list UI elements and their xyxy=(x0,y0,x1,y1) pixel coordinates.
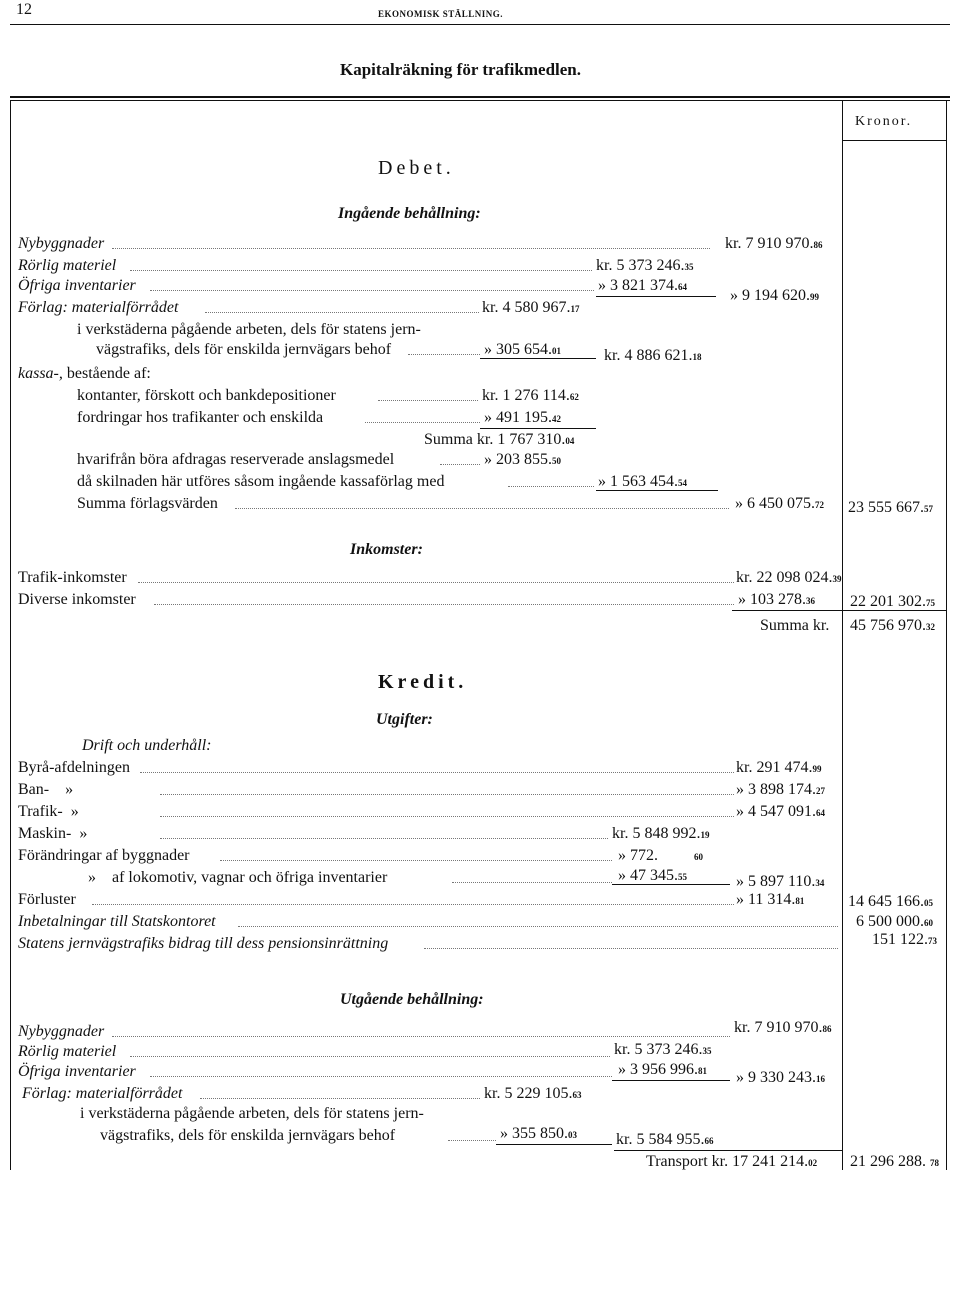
leader-dots xyxy=(408,354,480,355)
header-rule xyxy=(10,24,950,25)
kredit-forlag-amount: kr. 5 229 105.63 xyxy=(484,1085,582,1102)
debet-verkstader-line2: vägstrafiks, dels för enskilda jernvägars behof xyxy=(96,341,392,358)
drift-heading: Drift och underhåll: xyxy=(82,737,212,754)
leader-dots xyxy=(130,1056,610,1057)
leader-dots xyxy=(378,400,478,401)
left-border xyxy=(10,100,11,1170)
subtotal-rule xyxy=(596,296,716,297)
table-top-rule xyxy=(10,96,950,98)
leader-dots xyxy=(130,270,592,271)
debet-kontanter-label: kontanter, förskott och bankdepositioner xyxy=(77,387,336,404)
statens-bidrag-label: Statens jernvägstrafiks bidrag till dess pensionsinrättning xyxy=(18,935,389,952)
page-title: Kapitalräkning för trafikmedlen. xyxy=(340,60,581,79)
transport-total: 21 296 288. 78 xyxy=(850,1153,939,1170)
debet-nybyggnader-label: Nybyggnader xyxy=(18,235,105,252)
debet-ovriga-amount: » 3 821 374.64 xyxy=(598,277,687,294)
leader-dots xyxy=(112,248,710,249)
trafik-inkomster-label: Trafik-inkomster xyxy=(18,569,127,586)
leader-dots xyxy=(448,1140,496,1141)
forluster-label: Förluster xyxy=(18,891,76,908)
leader-dots xyxy=(238,926,838,927)
debet-forlag-total: kr. 4 886 621.18 xyxy=(604,347,702,364)
leader-dots xyxy=(160,816,734,817)
kronor-column-divider xyxy=(842,100,843,1170)
debet-verkstader-line1: i verkstäderna pågående arbeten, dels för statens jern- xyxy=(77,321,421,338)
leader-dots xyxy=(220,860,612,861)
subtotal-rule xyxy=(480,358,596,359)
leader-dots xyxy=(150,290,594,291)
maskin-label: Maskin- » xyxy=(18,825,88,842)
maskin-total: » 5 897 110.34 xyxy=(736,873,825,890)
debet-hvarifran-amount: » 203 855.50 xyxy=(484,451,561,468)
leader-dots xyxy=(140,772,734,773)
kredit-nybyggnader-label: Nybyggnader xyxy=(18,1023,105,1040)
debet-heading: Debet. xyxy=(378,157,455,179)
leader-dots xyxy=(424,948,838,949)
forandringar-byggnader-label: Förändringar af byggnader xyxy=(18,847,190,864)
leader-dots xyxy=(508,486,594,487)
kredit-verkstader-amount: » 355 850.03 xyxy=(500,1125,577,1142)
kredit-rorlig-amount: kr. 5 373 246.35 xyxy=(614,1041,712,1058)
transport: Transport kr. 17 241 214.02 xyxy=(646,1153,818,1170)
ban-label: Ban- » xyxy=(18,781,74,798)
leader-dots xyxy=(160,838,608,839)
debet-ovriga-label: Öfriga inventarier xyxy=(18,277,136,294)
utgifter-total: 14 645 166.05 xyxy=(848,893,933,910)
leader-dots xyxy=(150,1076,612,1077)
kredit-verkstader-line1: i verkstäderna pågående arbeten, dels för statens jern- xyxy=(80,1105,424,1122)
byra-amount: kr. 291 474.99 xyxy=(736,759,822,776)
inbetalningar-label: Inbetalningar till Statskontoret xyxy=(18,913,216,930)
debet-nybyggnader-amount: kr. 7 910 970.86 xyxy=(725,235,823,252)
kredit-nybyggnader-amount: kr. 7 910 970.86 xyxy=(734,1019,832,1036)
leader-dots xyxy=(92,904,734,905)
forandringar-lok-amount: » 47 345.55 xyxy=(618,867,687,884)
diverse-inkomster-label: Diverse inkomster xyxy=(18,591,136,608)
summa-rule xyxy=(732,610,946,611)
inbetalningar-amount: 6 500 000.60 xyxy=(856,913,933,930)
leader-dots xyxy=(235,508,729,509)
leader-dots xyxy=(138,582,734,583)
utgaende-heading: Utgående behållning: xyxy=(340,991,484,1008)
kredit-subtotal-1: » 9 330 243.16 xyxy=(736,1069,825,1086)
summa-kr-label: Summa kr. xyxy=(760,617,830,634)
leader-dots xyxy=(205,312,479,313)
kronor-header: Kronor. xyxy=(855,114,913,129)
kredit-heading: Kredit. xyxy=(378,671,468,693)
trafik-label: Trafik- » xyxy=(18,803,79,820)
debet-fordringar-amount: » 491 195.42 xyxy=(484,409,561,426)
debet-forlag-label: Förlag: materialförrådet xyxy=(18,299,179,316)
forandringar-byggnader-amount: » 772. 60 xyxy=(618,847,703,864)
kredit-forlag-total: kr. 5 584 955.66 xyxy=(616,1131,714,1148)
forluster-amount: » 11 314.81 xyxy=(736,891,805,908)
diverse-inkomster-amount: » 103 278.36 xyxy=(738,591,815,608)
kredit-ovriga-label: Öfriga inventarier xyxy=(18,1063,136,1080)
debet-da-skilnaden-label: då skilnaden här utföres såsom ingående kassaförlag med xyxy=(77,473,445,490)
debet-hvarifran-label: hvarifrån böra afdragas reserverade anslagsmedel xyxy=(77,451,395,468)
trafik-amount: » 4 547 091.64 xyxy=(736,803,825,820)
debet-rorlig-amount: kr. 5 373 246.35 xyxy=(596,257,694,274)
leader-dots xyxy=(440,464,480,465)
subtotal-rule xyxy=(612,1080,730,1081)
transport-rule xyxy=(614,1150,842,1151)
debet-summa-forlag-amount: » 6 450 075.72 xyxy=(735,495,824,512)
inkomster-heading: Inkomster: xyxy=(350,541,423,558)
kredit-ovriga-amount: » 3 956 996.81 xyxy=(618,1061,707,1078)
debet-da-skilnaden-amount: » 1 563 454.54 xyxy=(598,473,687,490)
running-title: EKONOMISK STÄLLNING. xyxy=(378,9,504,19)
leader-dots xyxy=(365,422,480,423)
subtotal-rule xyxy=(612,884,730,885)
debet-summa: Summa kr. 1 767 310.04 xyxy=(424,431,575,448)
debet-kassa-label: kassa-, bestående af: xyxy=(18,365,151,382)
ban-amount: » 3 898 174.27 xyxy=(736,781,825,798)
leader-dots xyxy=(452,882,612,883)
ingaende-heading: Ingående behållning: xyxy=(338,205,481,222)
forandringar-lok-label: » af lokomotiv, vagnar och öfriga inventarier xyxy=(88,869,388,886)
sum-rule xyxy=(596,490,718,491)
statens-bidrag-amount: 151 122.73 xyxy=(872,931,937,948)
debet-ingaende-total: 23 555 667.57 xyxy=(848,499,933,516)
leader-dots xyxy=(112,1036,730,1037)
kredit-rorlig-label: Rörlig materiel xyxy=(18,1043,117,1060)
maskin-amount: kr. 5 848 992.19 xyxy=(612,825,710,842)
debet-forlag-amount: kr. 4 580 967.17 xyxy=(482,299,580,316)
leader-dots xyxy=(160,794,734,795)
summa-kr-amount: 45 756 970.32 xyxy=(850,617,935,634)
debet-subtotal-1: » 9 194 620.99 xyxy=(730,287,819,304)
leader-dots xyxy=(154,604,734,605)
leader-dots xyxy=(200,1098,480,1099)
debet-rorlig-label: Rörlig materiel xyxy=(18,257,117,274)
byra-label: Byrå-afdelningen xyxy=(18,759,130,776)
kronor-header-rule xyxy=(842,140,946,141)
subtotal-rule xyxy=(496,1144,612,1145)
debet-kontanter-amount: kr. 1 276 114.62 xyxy=(482,387,579,404)
kredit-forlag-label: Förlag: materialförrådet xyxy=(22,1085,183,1102)
page-number: 12 xyxy=(16,1,32,18)
debet-fordringar-label: fordringar hos trafikanter och enskilda xyxy=(77,409,324,426)
utgifter-heading: Utgifter: xyxy=(376,711,433,728)
debet-summa-forlag-label: Summa förlagsvärden xyxy=(77,495,218,512)
debet-verkstader-amount: » 305 654.01 xyxy=(484,341,561,358)
trafik-inkomster-amount: kr. 22 098 024.39 xyxy=(736,569,842,586)
table-top-rule-thin xyxy=(10,100,950,101)
sum-rule xyxy=(480,428,596,429)
kredit-verkstader-line2: vägstrafiks, dels för enskilda jernvägars behof xyxy=(100,1127,396,1144)
inkomster-total: 22 201 302.75 xyxy=(850,593,935,610)
right-border xyxy=(946,100,947,1170)
